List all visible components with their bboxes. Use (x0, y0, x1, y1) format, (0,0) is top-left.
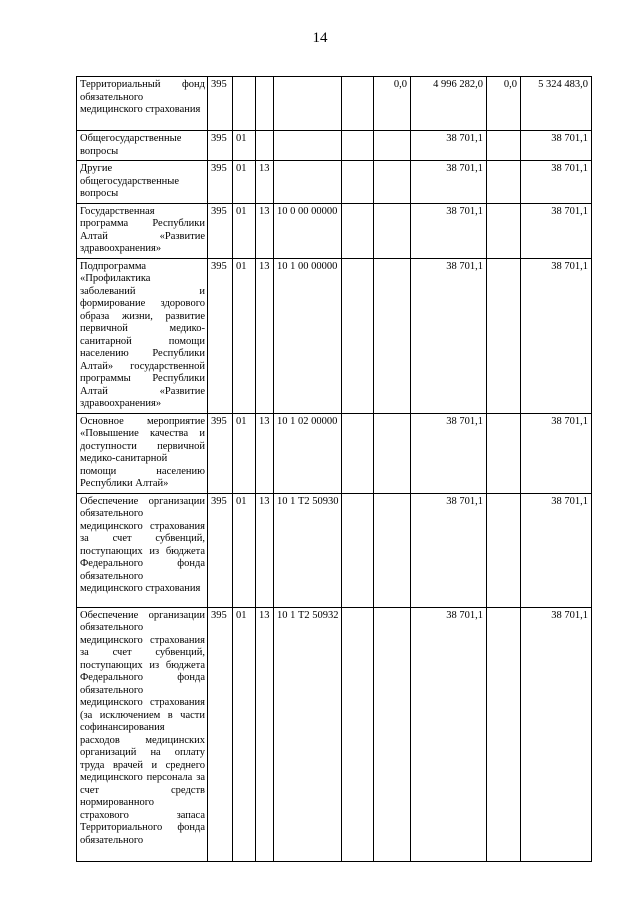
cell-pr: 13 (256, 413, 274, 493)
table-row (77, 493, 592, 607)
cell-name: Территориальный фонд обязательного медицинского страхования (77, 77, 208, 131)
cell-rz: 01 (233, 493, 256, 607)
cell-vr (342, 258, 374, 413)
cell-value-1 (374, 607, 411, 861)
cell-value-3 (487, 203, 521, 258)
cell-pr (256, 131, 274, 161)
cell-value-3 (487, 161, 521, 204)
cell-value-3 (487, 493, 521, 607)
cell-rz: 01 (233, 258, 256, 413)
cell-vr (342, 77, 374, 131)
cell-rz: 01 (233, 131, 256, 161)
cell-value-1 (374, 493, 411, 607)
cell-rz: 01 (233, 161, 256, 204)
cell-rz: 01 (233, 607, 256, 861)
cell-name: Основное мероприятие «Повышение качества и доступности первичной медико-санитарной помощи населению Республики Алтай» (77, 413, 208, 493)
cell-csr: 10 1 02 00000 (274, 413, 342, 493)
cell-value-2: 38 701,1 (411, 607, 487, 861)
cell-name: Общегосударственные вопросы (77, 131, 208, 161)
table-row (77, 161, 592, 204)
cell-vr (342, 413, 374, 493)
cell-value-4: 38 701,1 (521, 493, 592, 607)
cell-value-2: 38 701,1 (411, 131, 487, 161)
cell-grbs: 395 (208, 131, 233, 161)
cell-value-4: 38 701,1 (521, 203, 592, 258)
cell-value-3: 0,0 (487, 77, 521, 131)
table-row (77, 607, 592, 861)
cell-name: Государственная программа Республики Алтай «Развитие здравоохранения» (77, 203, 208, 258)
cell-csr: 10 1 00 00000 (274, 258, 342, 413)
cell-value-3 (487, 413, 521, 493)
cell-value-3 (487, 258, 521, 413)
cell-rz: 01 (233, 413, 256, 493)
cell-pr: 13 (256, 258, 274, 413)
cell-vr (342, 493, 374, 607)
cell-value-1: 0,0 (374, 77, 411, 131)
page-number: 14 (312, 30, 328, 46)
cell-pr: 13 (256, 203, 274, 258)
table-row (77, 258, 592, 413)
cell-value-4: 38 701,1 (521, 607, 592, 861)
cell-csr: 10 0 00 00000 (274, 203, 342, 258)
cell-value-4: 38 701,1 (521, 131, 592, 161)
table-body (77, 77, 592, 862)
cell-value-3 (487, 607, 521, 861)
cell-name: Обеспечение организации обязательного медицинского страхования за счет субвенций, поступающих из бюджета Федерального фонда обязательного медицинского страхования (за исключением в части софинансирования расходов медицинских организаций на оплату труда врачей и среднего медицинского персонала за счет средств нормированного страхового запаса Территориального фонда обязательного (77, 607, 208, 861)
cell-pr: 13 (256, 493, 274, 607)
cell-value-2: 38 701,1 (411, 203, 487, 258)
cell-value-1 (374, 413, 411, 493)
cell-rz (233, 77, 256, 131)
cell-csr (274, 161, 342, 204)
cell-grbs: 395 (208, 413, 233, 493)
cell-grbs: 395 (208, 258, 233, 413)
cell-grbs: 395 (208, 203, 233, 258)
cell-value-4: 38 701,1 (521, 161, 592, 204)
cell-name: Обеспечение организации обязательного медицинского страхования за счет субвенций, поступающих из бюджета Федерального фонда обязательного медицинского страхования (77, 493, 208, 607)
cell-pr: 13 (256, 607, 274, 861)
cell-value-2: 38 701,1 (411, 161, 487, 204)
cell-vr (342, 203, 374, 258)
table-row (77, 77, 592, 131)
cell-value-4: 38 701,1 (521, 413, 592, 493)
cell-value-2: 38 701,1 (411, 493, 487, 607)
cell-grbs: 395 (208, 161, 233, 204)
cell-value-2: 38 701,1 (411, 413, 487, 493)
cell-value-1 (374, 203, 411, 258)
cell-csr: 10 1 Т2 50932 (274, 607, 342, 861)
table-row (77, 203, 592, 258)
cell-pr: 13 (256, 161, 274, 204)
cell-value-2: 4 996 282,0 (411, 77, 487, 131)
cell-rz: 01 (233, 203, 256, 258)
cell-vr (342, 607, 374, 861)
cell-csr (274, 77, 342, 131)
cell-name: Другие общегосударственные вопросы (77, 161, 208, 204)
table-row (77, 413, 592, 493)
cell-grbs: 395 (208, 77, 233, 131)
cell-value-2: 38 701,1 (411, 258, 487, 413)
cell-grbs: 395 (208, 493, 233, 607)
cell-vr (342, 131, 374, 161)
cell-value-1 (374, 161, 411, 204)
cell-value-4: 38 701,1 (521, 258, 592, 413)
cell-grbs: 395 (208, 607, 233, 861)
cell-csr (274, 131, 342, 161)
cell-value-3 (487, 131, 521, 161)
cell-csr: 10 1 Т2 50930 (274, 493, 342, 607)
cell-value-1 (374, 131, 411, 161)
table-row (77, 131, 592, 161)
cell-vr (342, 161, 374, 204)
budget-table (76, 76, 592, 862)
cell-name: Подпрограмма «Профилактика заболеваний и формирование здорового образа жизни, развитие первичной медико-санитарной помощи населению Республики Алтай» государственной программы Республики Алтай «Развитие здравоохранения» (77, 258, 208, 413)
cell-value-1 (374, 258, 411, 413)
cell-pr (256, 77, 274, 131)
cell-value-4: 5 324 483,0 (521, 77, 592, 131)
